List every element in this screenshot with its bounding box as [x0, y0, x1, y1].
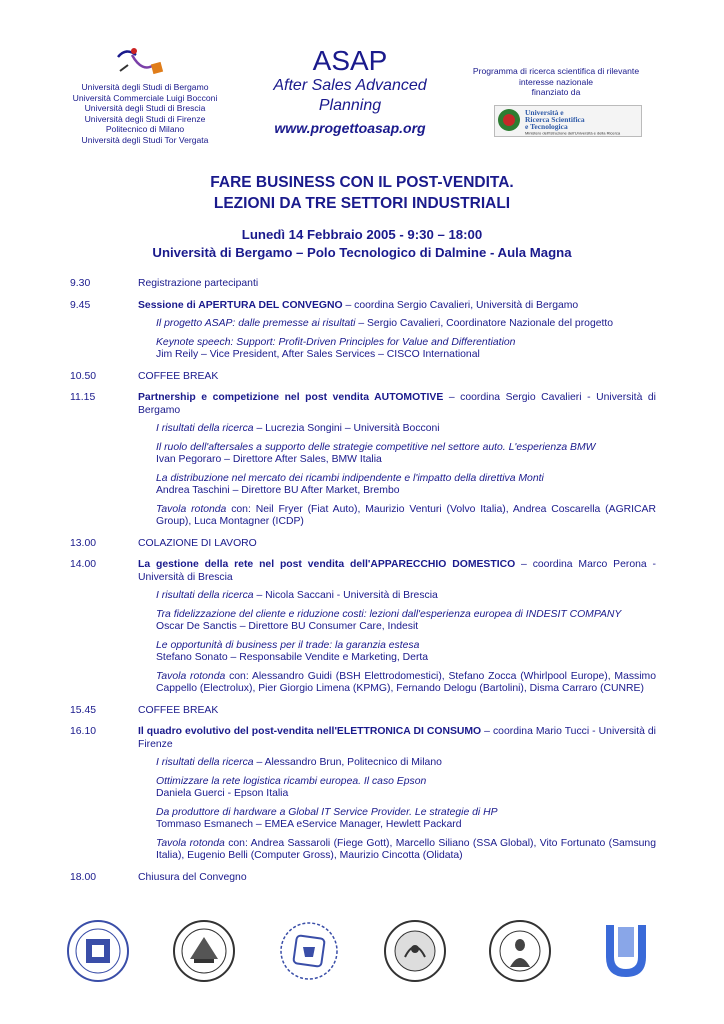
session-title: La gestione della rete nel post vendita dell'APPARECCHIO DOMESTICO	[138, 559, 516, 570]
event-venue: Università di Bergamo – Polo Tecnologico di Dalmine - Aula Magna	[152, 245, 572, 260]
session-coordinator: – coordina Sergio Cavalieri - Università di Bergamo	[138, 392, 656, 416]
talk-title: La distribuzione nel mercato dei ricambi indipendente e l'impatto della direttiva Monti	[156, 472, 544, 484]
program-slot	[70, 872, 656, 885]
university-seals	[66, 916, 658, 986]
program-slot	[70, 300, 656, 362]
slot-time: 9.45	[70, 299, 91, 311]
bocconi-seal-icon	[172, 919, 236, 983]
slot-time: 13.00	[70, 537, 97, 549]
tor-vergata-logo-icon	[594, 919, 658, 983]
university-4: Università degli Studi di Firenze	[84, 113, 206, 124]
brescia-seal-icon	[277, 919, 341, 983]
website-link[interactable]: www.progettoasap.org	[274, 120, 426, 136]
mur-logo-text-2: Ricerca Scientifica	[525, 115, 585, 124]
slot-time: 14.00	[70, 559, 97, 570]
talk-speaker: Tommaso Esmanech – EMEA eService Manager, Hewlett Packard	[156, 819, 462, 830]
program-slot	[70, 726, 656, 863]
session-title: Partnership e competizione nel post vendita AUTOMOTIVE	[138, 392, 444, 403]
talk-title: Il progetto ASAP: dalle premesse ai risultati	[156, 318, 356, 329]
mur-logo-text-3: e Tecnologica	[525, 122, 568, 131]
talk-speaker: Ivan Pegoraro – Direttore After Sales, BMW Italia	[156, 454, 382, 465]
round-table-label: Tavola rotonda	[156, 837, 225, 849]
talk-title: Ottimizzare la rete logistica ricambi europea. Il caso Epson	[156, 775, 427, 787]
slot-time: 11.15	[70, 392, 96, 403]
talk-speaker: – Alessandro Brun, Politecnico di Milano	[253, 757, 442, 768]
university-6: Università degli Studi Tor Vergata	[81, 134, 209, 145]
event-date-venue	[0, 226, 724, 262]
mur-logo-text-4: Ministero dell'Istruzione dell'Università e della Ricerca	[525, 130, 621, 136]
talk-title: I risultati della ricerca	[156, 423, 254, 434]
asap-title-block	[240, 46, 460, 136]
slot-text: Registrazione partecipanti	[138, 278, 259, 289]
session-title: Il quadro evolutivo del post-vendita nell'ELETTRONICA DI CONSUMO	[138, 726, 482, 737]
event-title-line-1: FARE BUSINESS CON IL POST-VENDITA.	[210, 174, 514, 191]
talk-title: Le opportunità di business per il trade: la garanzia estesa	[156, 639, 420, 651]
round-table-label: Tavola rotonda	[156, 670, 226, 682]
event-title	[0, 172, 724, 214]
mur-logo-text-1: Università e	[525, 108, 564, 117]
program-slot	[70, 559, 656, 696]
program-slot	[70, 392, 656, 529]
funding-line-2: interesse nazionale	[518, 76, 594, 87]
asap-title: ASAP	[312, 45, 388, 76]
session-coordinator: – coordina Marco Perona - Università di Brescia	[138, 559, 657, 583]
bergamo-seal-icon	[66, 919, 130, 983]
asap-logo	[112, 43, 172, 83]
slot-time: 10.50	[70, 370, 97, 382]
talk-speaker: Daniela Guerci - Epson Italia	[156, 788, 289, 799]
talk-speaker: – Sergio Cavalieri, Coordinatore Nazionale del progetto	[355, 318, 614, 329]
talk-speaker: Jim Reily – Vice President, After Sales Services – CISCO International	[156, 349, 480, 360]
talk-title: Tra fidelizzazione del cliente e riduzione costi: lezioni dall'esperienza europea di INDESIT COMPANY	[156, 608, 622, 620]
program-slot	[70, 705, 656, 718]
round-table-label: Tavola rotonda	[156, 503, 227, 515]
talk-title: Keynote speech: Support: Profit-Driven Principles for Value and Differentiation	[156, 336, 516, 348]
talk-speaker: – Lucrezia Songini – Università Bocconi	[253, 423, 440, 434]
program-slot	[70, 278, 656, 291]
session-coordinator: – coordina Sergio Cavalieri, Università di Bergamo	[342, 299, 579, 311]
talk-speaker: Oscar De Sanctis – Direttore BU Consumer Care, Indesit	[156, 621, 419, 632]
talk-title: Il ruolo dell'aftersales a supporto delle strategie competitive nel settore auto. L'esperienza BMW	[156, 441, 596, 453]
university-3: Università degli Studi di Brescia	[84, 103, 206, 114]
session-title: Sessione di APERTURA DEL CONVEGNO	[138, 299, 343, 311]
event-date: Lunedì 14 Febbraio 2005 - 9:30 – 18:00	[241, 227, 483, 242]
slot-text: COLAZIONE DI LAVORO	[138, 537, 257, 549]
round-table-participants: con: Alessandro Guidi (BSH Elettrodomestici), Stefano Zocca (Whirlpool Europe), Massimo Cappello (Electrolux), Pier Giorgio Limena (KPMG), Fernando Delogu (Bartolini), Disma Carraro (CUNRE)	[156, 670, 656, 694]
university-1: Università degli Studi di Bergamo	[81, 82, 209, 92]
session-coordinator: – coordina Mario Tucci - Università di Firenze	[138, 726, 656, 750]
talk-speaker: – Nicola Saccani - Università di Brescia	[253, 590, 438, 601]
talk-title: Da produttore di hardware a Global IT Service Provider. Le strategie di HP	[156, 806, 498, 818]
program-slot	[70, 371, 656, 384]
slot-time: 18.00	[70, 871, 97, 883]
talk-speaker: Stefano Sonato – Responsabile Vendite e Marketing, Derta	[156, 652, 429, 663]
talk-speaker: Andrea Taschini – Direttore BU After Market, Brembo	[156, 485, 400, 496]
slot-time: 9.30	[70, 278, 91, 289]
round-table-participants: con: Neil Fryer (Fiat Auto), Maurizio Venturi (Volvo Italia), Andrea Coscarella (AGRICAR Group), Luca Montagner (ICDP)	[156, 503, 656, 527]
funding-note	[468, 66, 644, 98]
ministry-logo	[494, 105, 642, 137]
firenze-seal-icon	[488, 919, 552, 983]
talk-title: I risultati della ricerca	[156, 590, 254, 601]
program	[70, 278, 656, 893]
asap-subtitle-2: Planning	[318, 97, 382, 114]
program-slot	[70, 538, 656, 551]
talk-title: I risultati della ricerca	[156, 757, 254, 768]
universities-list	[60, 82, 230, 146]
slot-text: Chiusura del Convegno	[138, 871, 247, 883]
round-table-participants: con: Andrea Sassaroli (Fiege Gott), Marcello Siliano (SSA Global), Vito Fortunato (Samsung Italia), Eugenio Belli (Computer Gross), Maurizio Cincotta (Olidata)	[156, 837, 656, 861]
politecnico-milano-seal-icon	[383, 919, 447, 983]
funding-line-1: Programma di ricerca scientifica di rilevante	[472, 66, 640, 76]
slot-time: 16.10	[70, 726, 97, 737]
funding-line-3: finanziato da	[531, 87, 581, 98]
event-title-line-2: LEZIONI DA TRE SETTORI INDUSTRIALI	[213, 195, 511, 212]
asap-subtitle-1: After Sales Advanced	[273, 77, 427, 94]
university-5: Politecnico di Milano	[105, 124, 185, 135]
slot-text: COFFEE BREAK	[138, 704, 219, 716]
slot-time: 15.45	[70, 704, 97, 716]
university-2: Università Commerciale Luigi Bocconi	[72, 92, 218, 103]
slot-text: COFFEE BREAK	[138, 370, 219, 382]
